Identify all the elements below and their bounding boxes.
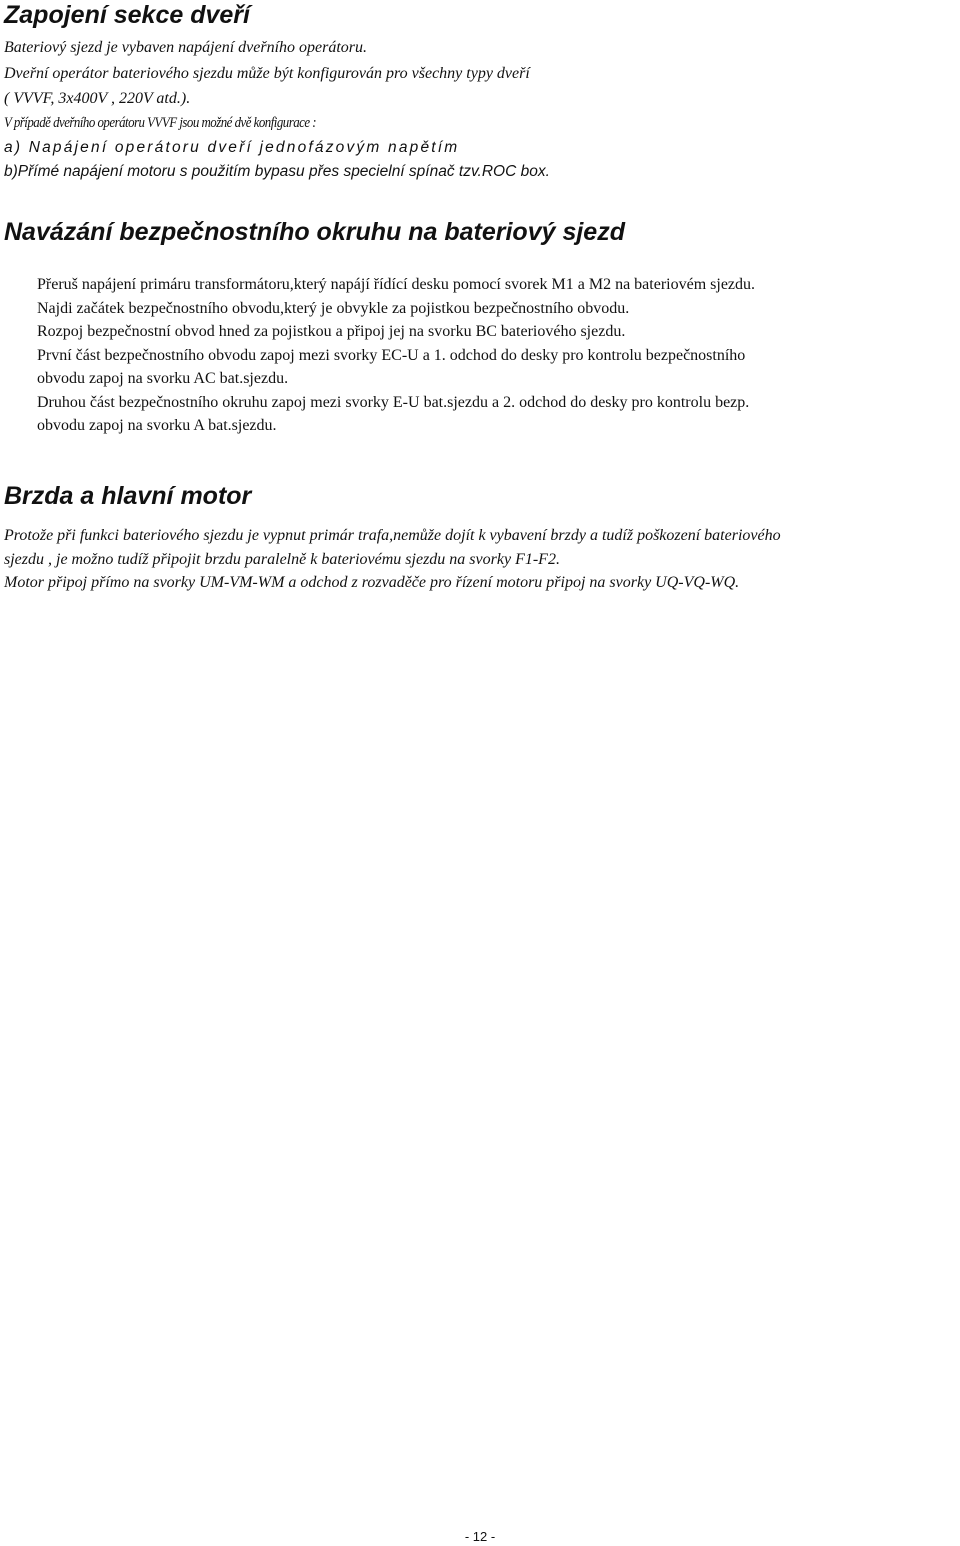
- paragraph-line: Rozpoj bezpečnostní obvod hned za pojistkou a připoj jej na svorku BC bateriového sjezdu.: [37, 323, 626, 340]
- safety-circuit-paragraph: [37, 273, 947, 438]
- paragraph-line: ( VVVF, 3x400V , 220V atd.).: [4, 90, 191, 107]
- paragraph-line: Najdi začátek bezpečnostního obvodu,který je obvykle za pojistkou bezpečnostního obvodu.: [37, 299, 630, 317]
- paragraph-line: obvodu zapoj na svorku A bat.sjezdu.: [37, 417, 277, 434]
- paragraph-line: b)Přímé napájení motoru s použitím bypasu přes specielní spínač tzv.ROC box.: [4, 163, 550, 180]
- paragraph-line: Přeruš napájení primáru transformátoru,který napájí řídící desku pomocí svorek M1 a M2 na bateriovém sjezdu.: [37, 276, 756, 293]
- paragraph-line: sjezdu , je možno tudíž připojit brzdu paralelně k bateriovému sjezdu na svorky F1-F2.: [4, 550, 560, 568]
- paragraph-line: a) Napájení operátoru dveří jednofázovým napětím: [4, 139, 460, 156]
- page-number: - 12 -: [464, 1529, 496, 1544]
- paragraph-line: obvodu zapoj na svorku AC bat.sjezdu.: [37, 370, 289, 387]
- paragraph-line: Bateriový sjezd je vybaven napájení dveřního operátoru.: [4, 39, 368, 56]
- paragraph-line: Protože při funkci bateriového sjezdu je vypnut primár trafa,nemůže dojít k vybavení brzdy a tudíž poškození bateriového: [4, 527, 781, 544]
- paragraph-line: Druhou část bezpečnostního okruhu zapoj mezi svorky E-U bat.sjezdu a 2. odchod do desky pro kontrolu bezp.: [37, 393, 750, 411]
- brake-motor-paragraph: [4, 524, 958, 595]
- section-heading-brake-motor: Brzda a hlavní motor: [4, 482, 252, 510]
- section-heading-door-wiring: Zapojení sekce dveří: [4, 1, 250, 29]
- paragraph-line: V případě dveřního operátoru VVVF jsou možné dvě konfigurace :: [4, 115, 317, 131]
- paragraph-line: První část bezpečnostního obvodu zapoj mezi svorky EC-U a 1. odchod do desky pro kontrolu bezpečnostního: [37, 346, 746, 364]
- paragraph-line: Dveřní operátor bateriového sjezdu může být konfigurován pro všechny typy dveří: [4, 65, 530, 82]
- paragraph-line: Motor připoj přímo na svorky UM-VM-WM a odchod z rozvaděče pro řízení motoru připoj na svorky UQ-VQ-WQ.: [4, 574, 740, 591]
- section-heading-safety-circuit: Navázání bezpečnostního okruhu na bateriový sjezd: [4, 218, 625, 246]
